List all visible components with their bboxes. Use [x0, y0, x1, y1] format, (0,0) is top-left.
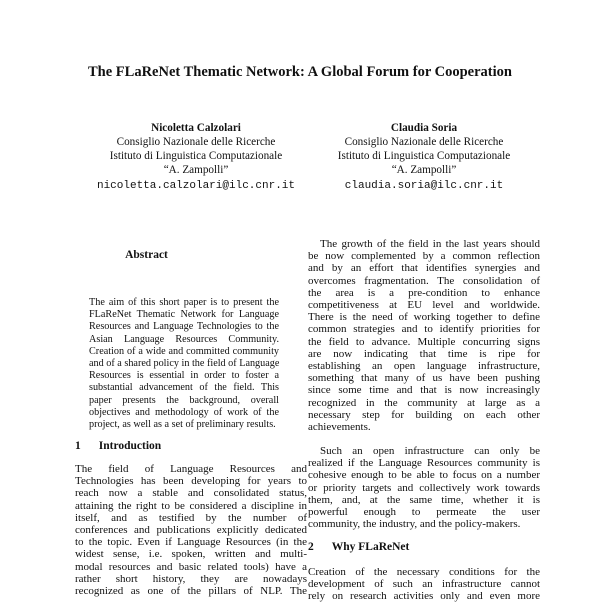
text-line: to the topic. Even if Language Resources (in the — [75, 536, 307, 549]
text-line: establishing an open language infrastructure, — [308, 360, 540, 373]
text-line: the area is a pre-condition to enhance — [308, 286, 540, 299]
text-line: Asian Language Resources Community. — [89, 333, 279, 345]
text-line: recognized in the community at large as a — [308, 396, 540, 409]
text-line: substantial advancement of the field. This — [89, 382, 279, 394]
text-line: There is the need of working together to define — [308, 311, 540, 324]
text-line: and of a shared policy in the field of Language — [89, 358, 280, 370]
why-flarenet-text — [308, 566, 540, 603]
section-heading-introduction — [75, 440, 161, 452]
text-line: powerful enough to permeate the user — [308, 506, 540, 519]
text-line: rely on research activities only and even more — [308, 590, 540, 603]
text-line: them, and, at the same time, whether it is — [308, 493, 540, 506]
text-line: Creation of a wide and committed community — [89, 345, 279, 357]
section-number: 1 — [75, 440, 81, 452]
section-number: 2 — [308, 541, 314, 553]
paragraph-growth — [308, 238, 540, 433]
text-line: development of such an infrastructure cannot — [308, 578, 540, 591]
author-affiliation: Istituto di Linguistica Computazionale — [337, 150, 511, 162]
text-line: The field of Language Resources and — [75, 463, 307, 475]
text-line: and by an effort that identifies synergies and — [308, 262, 540, 275]
text-line: community, the industry, and the policy-makers. — [308, 518, 521, 531]
author-affiliation: “A. Zampolli” — [163, 164, 229, 176]
text-line: something that many of us have been pushing — [308, 372, 540, 385]
text-line: the field to advance. Multiple concurring signs — [308, 335, 540, 348]
section-heading-why-flarenet — [308, 541, 409, 553]
text-line: Creation of the necessary conditions for the — [308, 566, 540, 578]
paper-title: The FLaReNet Thematic Network: A Global Forum for Cooperation — [88, 64, 512, 80]
text-line: be now complemented by a common reflection — [308, 250, 540, 263]
text-line: since some time and that is now increasingly — [308, 384, 540, 397]
paragraph-infrastructure — [308, 445, 540, 530]
text-line: recognized as one of the pillars of NLP. The — [75, 585, 307, 598]
text-line: competitiveness at EU level and worldwide. — [308, 299, 540, 312]
text-line: paper presents the background, overall — [89, 394, 279, 406]
author-block-2 — [304, 121, 544, 193]
author-email[interactable]: claudia.soria@ilc.cnr.it — [344, 180, 504, 192]
abstract-text — [89, 297, 279, 431]
author-affiliation: “A. Zampolli” — [391, 164, 457, 176]
author-email[interactable]: nicoletta.calzolari@ilc.cnr.it — [96, 180, 296, 192]
text-line: The growth of the field in the last years should — [320, 238, 540, 250]
text-line: common strategies and to identify priorities for — [308, 323, 540, 336]
introduction-text — [75, 463, 307, 597]
text-line: are now indicating that time is ripe for — [308, 347, 540, 360]
text-line: The aim of this short paper is to present the — [89, 297, 279, 308]
text-line: Technologies has been developing for years to — [75, 475, 307, 488]
text-line: cohesive enough to be able to focus on a number — [308, 469, 540, 482]
text-line: project, as well as a set of preliminary results. — [89, 419, 276, 431]
section-title: Introduction — [98, 440, 162, 452]
author-name: Nicoletta Calzolari — [151, 122, 241, 134]
text-line: Resources is essential in order to foster a — [89, 370, 279, 382]
text-line: itself, and as testified by the number of — [75, 511, 307, 524]
text-line: overcomes fragmentation. The consolidation of — [308, 274, 540, 287]
text-line: attaining the right to be considered a discipline in — [75, 499, 307, 512]
author-affiliation: Istituto di Linguistica Computazionale — [109, 150, 283, 162]
text-line: conferences and publications explicitly dedicated — [75, 524, 307, 537]
text-line: reach now a stable and consolidated status, — [75, 487, 307, 500]
author-name: Claudia Soria — [390, 122, 458, 134]
text-line: rather short history, they are nowadays — [75, 572, 307, 585]
text-line: or priority targets and collectively work towards — [308, 481, 540, 494]
abstract-heading: Abstract — [125, 249, 168, 261]
text-line: Such an open infrastructure can only be — [320, 445, 540, 457]
text-line: necessary step for building on each other — [308, 408, 540, 421]
author-affiliation: Consiglio Nazionale delle Ricerche — [344, 136, 504, 148]
author-affiliation: Consiglio Nazionale delle Ricerche — [116, 136, 276, 148]
text-line: achievements. — [308, 421, 371, 434]
text-line: widest sense, i.e. spoken, written and multi- — [75, 548, 307, 561]
text-line: FLaReNet Thematic Network for Language — [89, 309, 279, 321]
text-line: realized if the Language Resources community is — [308, 457, 540, 470]
text-line: objectives and methodology of work of the — [89, 406, 279, 418]
author-block-1 — [76, 121, 316, 193]
text-line: modal resources and basic related tools) have a — [75, 560, 307, 573]
text-line: Resources and Language Technologies to the — [89, 321, 279, 333]
section-title: Why FLaReNet — [331, 541, 410, 553]
